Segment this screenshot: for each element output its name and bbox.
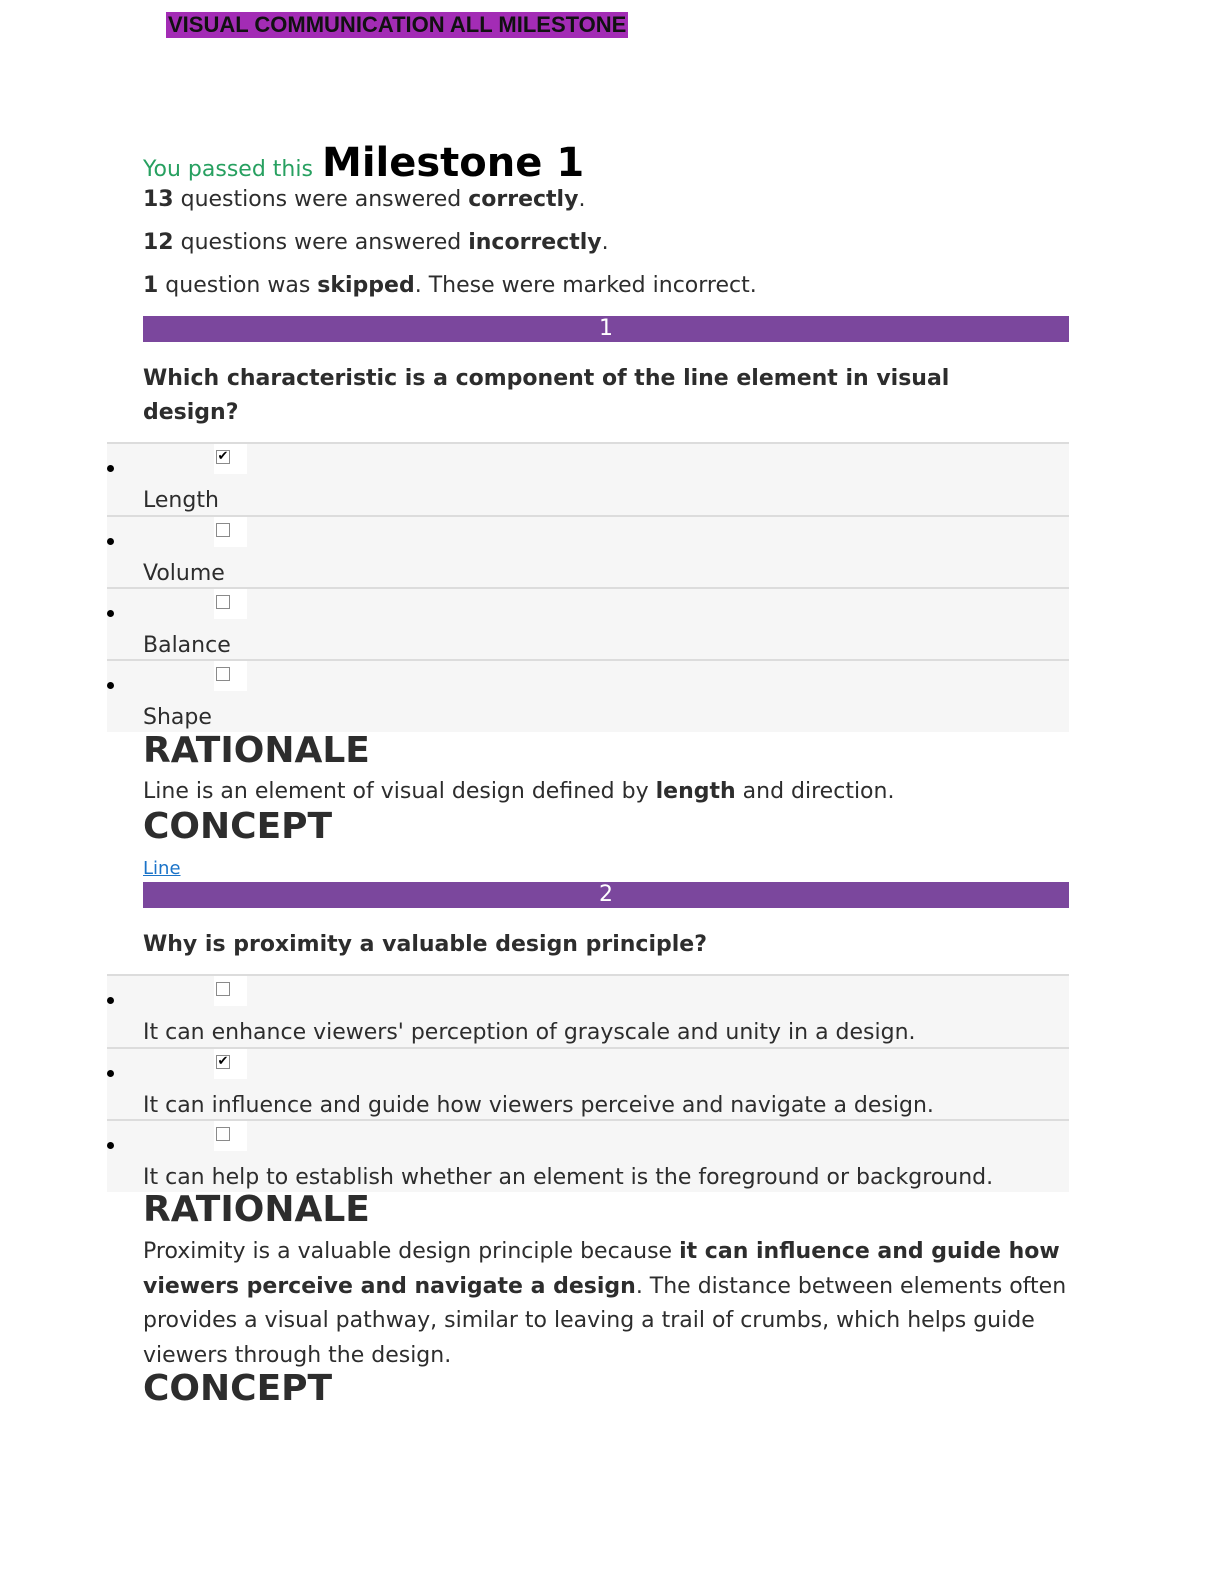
checkbox-icon[interactable] xyxy=(216,1127,230,1141)
answer-option-label: It can influence and guide how viewers perceive and navigate a design. xyxy=(143,1093,934,1118)
milestone-title: Milestone 1 xyxy=(322,140,585,186)
answer-option-label: Volume xyxy=(143,561,225,586)
checkbox-wrapper xyxy=(214,1121,247,1151)
incorrect-stat xyxy=(143,230,609,255)
correct-count: 13 xyxy=(143,187,174,212)
rationale-text xyxy=(143,1235,1073,1373)
rationale-text-bold: it can influence and guide how viewers perceive and navigate a design xyxy=(143,1239,1060,1299)
answer-option[interactable] xyxy=(107,587,1069,659)
bullet-icon xyxy=(107,465,114,472)
question-number-bar: 1 xyxy=(143,316,1069,342)
bullet-icon xyxy=(107,538,114,545)
correct-text: questions were answered xyxy=(173,187,469,212)
bullet-icon xyxy=(107,1070,114,1077)
correct-end: . xyxy=(578,187,586,212)
passed-text: You passed this xyxy=(143,157,313,182)
question-text: Why is proximity a valuable design principle? xyxy=(143,932,707,957)
checkbox-wrapper xyxy=(214,1049,247,1079)
checkbox-icon[interactable] xyxy=(216,595,230,609)
answer-option-label: Balance xyxy=(143,633,231,658)
answer-option-label: It can enhance viewers' perception of grayscale and unity in a design. xyxy=(143,1020,916,1045)
skipped-end: . These were marked incorrect. xyxy=(414,273,757,298)
correct-word: correctly xyxy=(468,187,579,212)
concept-heading: CONCEPT xyxy=(143,806,333,847)
checkbox-icon[interactable] xyxy=(216,523,230,537)
rationale-heading: RATIONALE xyxy=(143,1189,370,1230)
skipped-text: question was xyxy=(158,273,318,298)
rationale-text xyxy=(143,775,1073,810)
checkbox-icon[interactable]: ✔ xyxy=(217,1054,229,1069)
document-header: VISUAL COMMUNICATION ALL MILESTONE xyxy=(168,12,627,37)
question-number-bar: 2 xyxy=(143,882,1069,908)
incorrect-end: . xyxy=(601,230,609,255)
incorrect-count: 12 xyxy=(143,230,174,255)
skipped-stat xyxy=(143,273,757,298)
concept-link[interactable]: Line xyxy=(143,858,181,879)
checkbox-wrapper xyxy=(214,589,247,619)
answer-option[interactable] xyxy=(107,515,1069,587)
checkbox-wrapper xyxy=(214,661,247,691)
checkbox-wrapper xyxy=(214,976,247,1006)
answer-option[interactable] xyxy=(107,974,1069,1047)
bullet-icon xyxy=(107,610,114,617)
skipped-word: skipped xyxy=(317,273,415,298)
rationale-text-post: . The distance between elements often provides a visual pathway, similar to leaving a trail of crumbs, which helps guide viewers through the design. xyxy=(143,1273,1067,1368)
bullet-icon xyxy=(107,682,114,689)
answer-option-label: Shape xyxy=(143,705,212,730)
checkbox-icon[interactable]: ✔ xyxy=(217,449,229,464)
rationale-text-post: and direction. xyxy=(735,779,895,804)
answer-option-label: It can help to establish whether an element is the foreground or background. xyxy=(143,1165,994,1190)
checkbox-wrapper xyxy=(214,444,247,474)
concept-heading: CONCEPT xyxy=(143,1368,333,1409)
checkbox-icon[interactable] xyxy=(216,667,230,681)
rationale-text-pre: Line is an element of visual design defined by xyxy=(143,779,656,804)
skipped-count: 1 xyxy=(143,273,159,298)
checkbox-wrapper xyxy=(214,517,247,547)
incorrect-text: questions were answered xyxy=(173,230,469,255)
answer-option[interactable] xyxy=(107,659,1069,732)
checkbox-icon[interactable] xyxy=(216,982,230,996)
question-text: Which characteristic is a component of the line element in visual design? xyxy=(143,366,950,425)
bullet-icon xyxy=(107,997,114,1004)
result-title xyxy=(143,140,584,186)
answer-option[interactable] xyxy=(107,1119,1069,1192)
incorrect-word: incorrectly xyxy=(468,230,602,255)
answer-option-label: Length xyxy=(143,488,219,513)
rationale-heading: RATIONALE xyxy=(143,730,370,771)
answer-option[interactable] xyxy=(107,442,1069,515)
rationale-text-bold: length xyxy=(655,779,736,804)
correct-stat xyxy=(143,187,585,212)
bullet-icon xyxy=(107,1142,114,1149)
answer-option[interactable] xyxy=(107,1047,1069,1119)
rationale-text-pre: Proximity is a valuable design principle because xyxy=(143,1239,680,1264)
